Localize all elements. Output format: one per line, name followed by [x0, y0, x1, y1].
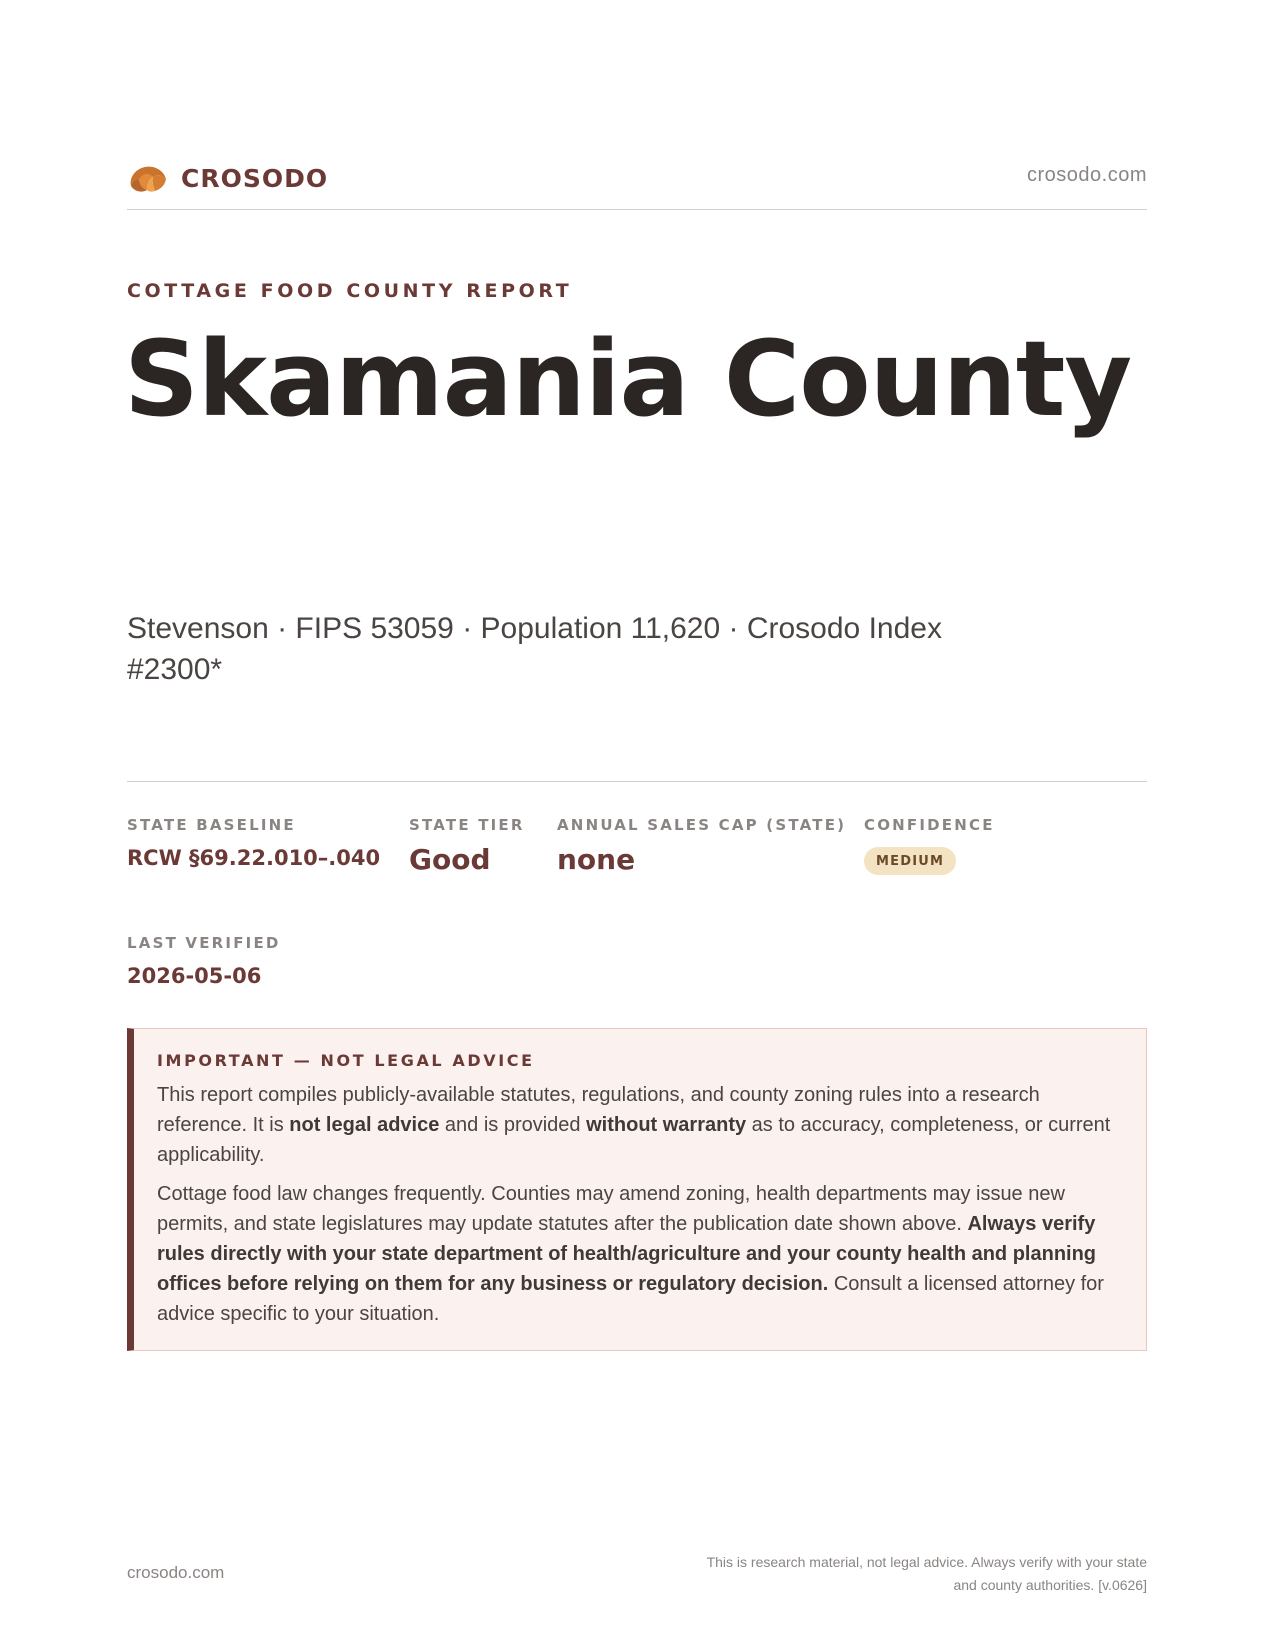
stat-label: STATE BASELINE	[127, 816, 296, 834]
notice-paragraph	[157, 1179, 1120, 1329]
notice-paragraph	[157, 1080, 1120, 1170]
stat-label: CONFIDENCE	[864, 816, 995, 834]
stat-last-verified	[127, 934, 281, 988]
notice-emphasis: Always verify rules directly with your state department of health/agriculture and your county health and planning offices before relying on them for any business or regulatory decision.	[157, 1213, 1097, 1295]
stat-label: ANNUAL SALES CAP (STATE)	[557, 816, 847, 834]
footer-disclaimer	[587, 1551, 1147, 1597]
notice-text: This report compiles publicly-available statutes, regulations, and county zoning rules into a research reference. It is	[157, 1084, 1040, 1136]
notice-title: IMPORTANT — NOT LEGAL ADVICE	[157, 1051, 535, 1070]
notice-text: Cottage food law changes frequently. Counties may amend zoning, health departments may issue new permits, and state legislatures may update statutes after the publication date shown above.	[157, 1183, 1065, 1235]
stat-value: Good	[409, 843, 491, 876]
stat-state-baseline	[127, 816, 380, 870]
stat-annual-sales-cap	[557, 816, 846, 876]
footer-domain-link[interactable]: crosodo.com	[127, 1563, 225, 1582]
brand-name: CROSODO	[181, 163, 329, 193]
footer-disclaimer-line: and county authorities. [v.0626]	[953, 1577, 1147, 1593]
page-header	[127, 160, 1147, 210]
stat-label: STATE TIER	[409, 816, 525, 834]
county-subtitle: Stevenson · FIPS 53059 · Population 11,620 · Crosodo Index #2300*	[127, 612, 942, 686]
report-eyebrow: COTTAGE FOOD COUNTY REPORT	[127, 280, 573, 302]
notice-emphasis: not legal advice	[289, 1114, 440, 1136]
notice-emphasis: without warranty	[586, 1114, 747, 1136]
stat-value: RCW §69.22.010–.040	[127, 846, 381, 870]
footer-disclaimer-line: This is research material, not legal advice. Always verify with your state	[706, 1554, 1147, 1570]
notice-text: Consult a licensed attorney for advice specific to your situation.	[157, 1273, 1104, 1325]
stat-value: 2026-05-06	[127, 964, 262, 988]
croissant-icon	[127, 160, 169, 196]
stat-state-tier	[409, 816, 525, 876]
notice-text: and is provided	[439, 1114, 587, 1136]
stat-label: LAST VERIFIED	[127, 934, 281, 952]
page-title: Skamania County	[124, 318, 1132, 440]
confidence-badge: MEDIUM	[864, 847, 956, 875]
stat-confidence	[864, 816, 995, 875]
header-domain-link[interactable]: crosodo.com	[1027, 164, 1147, 186]
stat-value: none	[557, 843, 636, 876]
brand[interactable]	[127, 160, 328, 196]
legal-notice	[127, 1028, 1147, 1351]
notice-text: as to accuracy, completeness, or current applicability.	[157, 1114, 1111, 1166]
section-divider	[127, 781, 1147, 782]
